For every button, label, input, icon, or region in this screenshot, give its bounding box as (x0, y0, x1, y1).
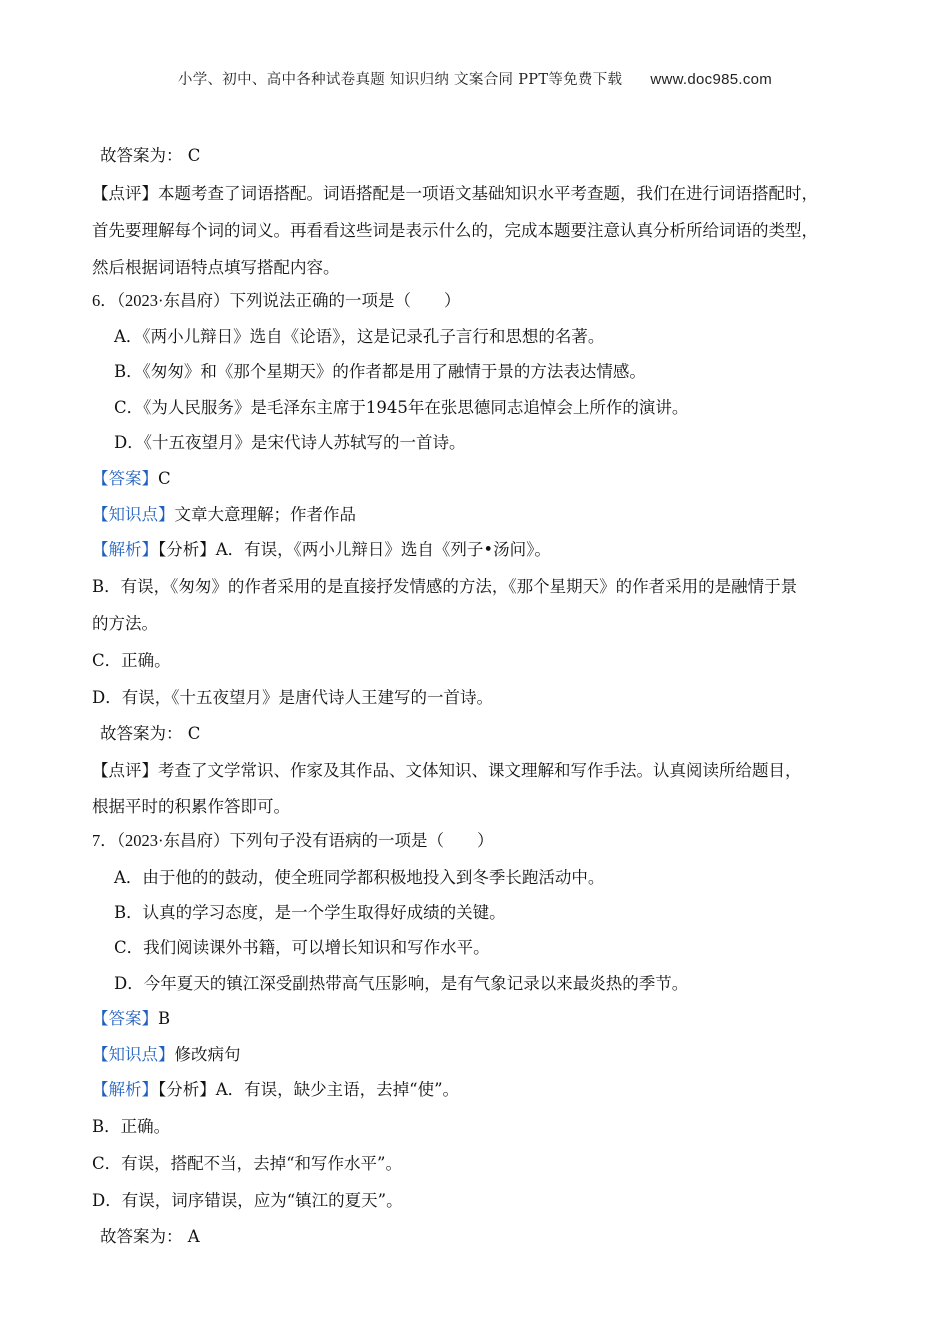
knowledge-value: 修改病句 (174, 1045, 241, 1064)
knowledge-value: 文章大意理解；作者作品 (174, 505, 356, 524)
answer-tag: 【答案】 (92, 1009, 158, 1028)
analysis-tag: 【解析】 (92, 540, 158, 559)
review-text: 根据平时的积累作答即可。 (92, 797, 290, 816)
analysis-row (92, 1080, 459, 1100)
analysis-text: C．正确。 (92, 651, 171, 670)
review-tag: 【点评】 (92, 184, 158, 203)
answer-value: B (158, 1009, 171, 1028)
analysis-text: B．正确。 (92, 1117, 171, 1136)
analysis-text: B．有误，《匆匆》的作者采用的是直接抒发情感的方法，《那个星期天》的作者采用的是融情于景 (92, 577, 798, 596)
answer-row (92, 469, 171, 489)
review-text: 本题考查了词语搭配。词语搭配是一项语文基础知识水平考查题，我们在进行词语搭配时， (158, 184, 818, 203)
header-site-link[interactable]: www.doc985.com (650, 71, 773, 88)
option-d: D．《十五夜望月》是宋代诗人苏轼写的一首诗。 (114, 433, 466, 452)
header-text: 小学、初中、高中各种试卷真题 知识归纳 文案合同 PPT等免费下载 (177, 72, 623, 88)
analysis-text: 的方法。 (92, 614, 158, 633)
analysis-tag: 【解析】 (92, 1080, 158, 1099)
analysis-text: D．有误，词序错误，应为“镇江的夏天”。 (92, 1191, 403, 1210)
question-stem: 7．（2023·东昌府）下列句子没有语病的一项是（ ） (92, 831, 494, 850)
question-stem: 6．（2023·东昌府）下列说法正确的一项是（ ） (92, 291, 461, 310)
option-b: B．认真的学习态度，是一个学生取得好成绩的关键。 (114, 903, 506, 922)
option-c: C．《为人民服务》是毛泽东主席于1945年在张思德同志追悼会上所作的演讲。 (114, 398, 689, 417)
answer-line: 故答案为： C (100, 146, 201, 165)
option-b: B．《匆匆》和《那个星期天》的作者都是用了融情于景的方法表达情感。 (114, 362, 646, 381)
option-d: D．今年夏天的镇江深受副热带高气压影响，是有气象记录以来最炎热的季节。 (114, 974, 689, 993)
analysis-text: 【分析】A．有误，《两小儿辩日》选自《列子•汤问》。 (158, 540, 551, 559)
knowledge-row (92, 505, 356, 525)
final-answer: 故答案为： A (100, 1227, 200, 1246)
analysis-row (92, 540, 551, 560)
knowledge-tag: 【知识点】 (92, 1045, 175, 1064)
review-text: 考查了文学常识、作家及其作品、文体知识、课文理解和写作手法。认真阅读所给题目， (158, 761, 802, 780)
option-a: A．《两小儿辩日》选自《论语》，这是记录孔子言行和思想的名著。 (114, 327, 605, 346)
option-a: A．由于他的的鼓动，使全班同学都积极地投入到冬季长跑活动中。 (114, 868, 605, 887)
option-c: C．我们阅读课外书籍，可以增长知识和写作水平。 (114, 938, 490, 957)
review-text: 首先要理解每个词的词义。再看看这些词是表示什么的，完成本题要注意认真分析所给词语的类型， (92, 221, 818, 240)
review-text: 然后根据词语特点填写搭配内容。 (92, 258, 340, 277)
answer-tag: 【答案】 (92, 469, 158, 488)
knowledge-row (92, 1045, 241, 1065)
answer-value: C (158, 469, 171, 488)
page-header (0, 68, 950, 89)
review-paragraph (92, 184, 818, 204)
analysis-text: C．有误，搭配不当，去掉“和写作水平”。 (92, 1154, 402, 1173)
answer-row (92, 1009, 170, 1029)
knowledge-tag: 【知识点】 (92, 505, 175, 524)
analysis-text: D．有误，《十五夜望月》是唐代诗人王建写的一首诗。 (92, 688, 493, 707)
final-answer: 故答案为： C (100, 724, 201, 743)
analysis-text: 【分析】A．有误，缺少主语，去掉“使”。 (158, 1080, 460, 1099)
review-tag: 【点评】 (92, 761, 158, 780)
review-paragraph (92, 761, 802, 781)
